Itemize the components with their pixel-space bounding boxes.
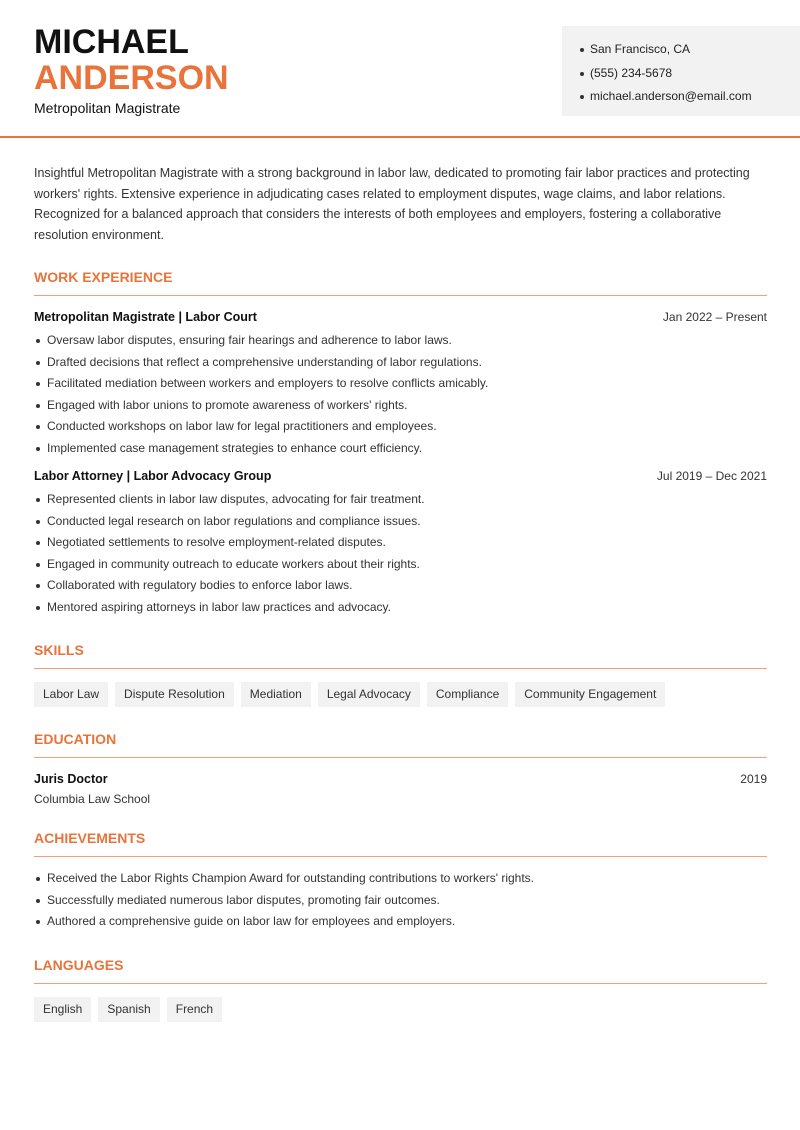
achievement-item: Received the Labor Rights Champion Award for outstanding contributions to workers' rights. [34, 868, 767, 890]
skill-tag: Compliance [427, 682, 508, 707]
job-bullet: Conducted workshops on labor law for legal practitioners and employees. [34, 416, 767, 438]
languages-list [34, 997, 767, 1022]
job-bullet: Engaged with labor unions to promote awareness of workers' rights. [34, 395, 767, 417]
job-bullets [34, 489, 767, 618]
candidate-name [34, 24, 229, 96]
job-title: Metropolitan Magistrate | Labor Court [34, 310, 257, 325]
language-tag: Spanish [98, 997, 159, 1022]
school-name: Columbia Law School [34, 792, 151, 807]
job-bullet: Negotiated settlements to resolve employment-related disputes. [34, 532, 767, 554]
job-bullet: Collaborated with regulatory bodies to enforce labor laws. [34, 575, 767, 597]
candidate-title: Metropolitan Magistrate [34, 100, 181, 116]
job-date: Jul 2019 – Dec 2021 [656, 469, 767, 484]
job-bullet: Drafted decisions that reflect a comprehensive understanding of labor regulations. [34, 352, 767, 374]
job-bullet: Engaged in community outreach to educate workers about their rights. [34, 554, 767, 576]
resume-body [34, 163, 767, 1022]
skills-list [34, 682, 767, 707]
job-entry [34, 469, 767, 618]
skill-tag: Community Engagement [515, 682, 665, 707]
education-year: 2019 [740, 772, 767, 787]
section-title-languages: LANGUAGES [34, 957, 767, 984]
section-title-education: EDUCATION [34, 731, 767, 758]
degree: Juris Doctor [34, 772, 108, 787]
skill-tag: Legal Advocacy [318, 682, 420, 707]
language-tag: English [34, 997, 91, 1022]
job-bullet: Oversaw labor disputes, ensuring fair hearings and adherence to labor laws. [34, 330, 767, 352]
contact-location: San Francisco, CA [580, 38, 782, 62]
last-name: ANDERSON [34, 59, 229, 97]
contact-phone: (555) 234-5678 [580, 62, 782, 86]
job-title: Labor Attorney | Labor Advocacy Group [34, 469, 272, 484]
section-title-work: WORK EXPERIENCE [34, 269, 767, 296]
achievement-item: Successfully mediated numerous labor disputes, promoting fair outcomes. [34, 890, 767, 912]
summary-paragraph: Insightful Metropolitan Magistrate with a strong background in labor law, dedicated to promoting fair labor practices and protecting workers' rights. Extensive experience in adjudicating cases related to employment disputes, wage claims, and labor relations. Recognized for a balanced approach that considers the interests of both employees and employers, fostering a collaborative resolution environment. [34, 166, 750, 242]
job-date: Jan 2022 – Present [662, 310, 767, 325]
job-bullet: Represented clients in labor law disputes, advocating for fair treatment. [34, 489, 767, 511]
contact-email: michael.anderson@email.com [580, 85, 782, 109]
section-title-achievements: ACHIEVEMENTS [34, 830, 767, 857]
job-bullet: Mentored aspiring attorneys in labor law practices and advocacy. [34, 597, 767, 619]
language-tag: French [167, 997, 222, 1022]
job-bullet: Conducted legal research on labor regulations and compliance issues. [34, 511, 767, 533]
education-entry [34, 772, 767, 806]
skill-tag: Labor Law [34, 682, 108, 707]
skill-tag: Dispute Resolution [115, 682, 234, 707]
skill-tag: Mediation [241, 682, 311, 707]
job-bullet: Facilitated mediation between workers and employers to resolve conflicts amicably. [34, 373, 767, 395]
section-title-skills: SKILLS [34, 642, 767, 669]
job-bullets [34, 330, 767, 459]
first-name: MICHAEL [34, 23, 189, 61]
contact-box [562, 26, 800, 116]
resume-header [0, 0, 800, 138]
job-bullet: Implemented case management strategies to enhance court efficiency. [34, 438, 767, 460]
job-entry [34, 310, 767, 459]
achievements-list [34, 868, 767, 933]
achievement-item: Authored a comprehensive guide on labor law for employees and employers. [34, 911, 767, 933]
